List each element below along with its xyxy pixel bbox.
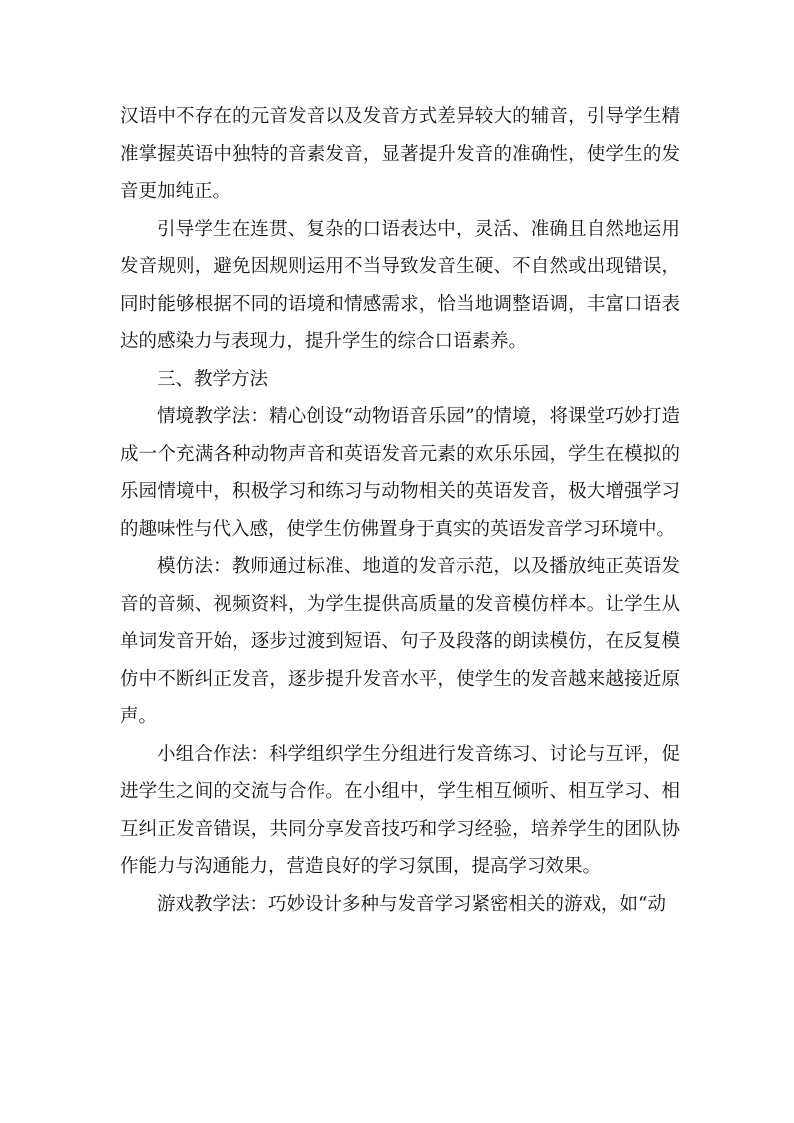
paragraph-imitation-method: 模仿法：教师通过标准、地道的发音示范，以及播放纯正英语发音的音频、视频资料，为学生提供高质量的发音模仿样本。让学生从单词发音开始，逐步过渡到短语、句子及段落的朗读模仿，在反复模仿中不断纠正发音，逐步提升发音水平，使学生的发音越来越接近原声。	[120, 556, 680, 727]
document-body	[120, 98, 680, 923]
paragraph-pronunciation-rules: 引导学生在连贯、复杂的口语表达中，灵活、准确且自然地运用发音规则，避免因规则运用不当导致发音生硬、不自然或出现错误，同时能够根据不同的语境和情感需求，恰当地调整语调，丰富口语表达的感染力与表现力，提升学生的综合口语素养。	[120, 218, 680, 352]
paragraph-situational-teaching: 情境教学法：精心创设“动物语音乐园”的情境，将课堂巧妙打造成一个充满各种动物声音和英语发音元素的欢乐乐园，学生在模拟的乐园情境中，积极学习和练习与动物相关的英语发音，极大增强学习的趣味性与代入感，使学生仿佛置身于真实的英语发音学习环境中。	[120, 406, 680, 540]
paragraph-game-teaching: 游戏教学法：巧妙设计多种与发音学习紧密相关的游戏，如“动	[157, 893, 666, 915]
paragraph-continued: 汉语中不存在的元音发音以及发音方式差异较大的辅音，引导学生精准掌握英语中独特的音素发音，显著提升发音的准确性，使学生的发音更加纯正。	[120, 106, 680, 202]
paragraph-group-cooperation: 小组合作法：科学组织学生分组进行发音练习、讨论与互评，促进学生之间的交流与合作。在小组中，学生相互倾听、相互学习、相互纠正发音错误，共同分享发音技巧和学习经验，培养学生的团队协作能力与沟通能力，营造良好的学习氛围，提高学习效果。	[120, 743, 680, 877]
section-heading-teaching-methods: 三、教学方法	[157, 368, 269, 390]
